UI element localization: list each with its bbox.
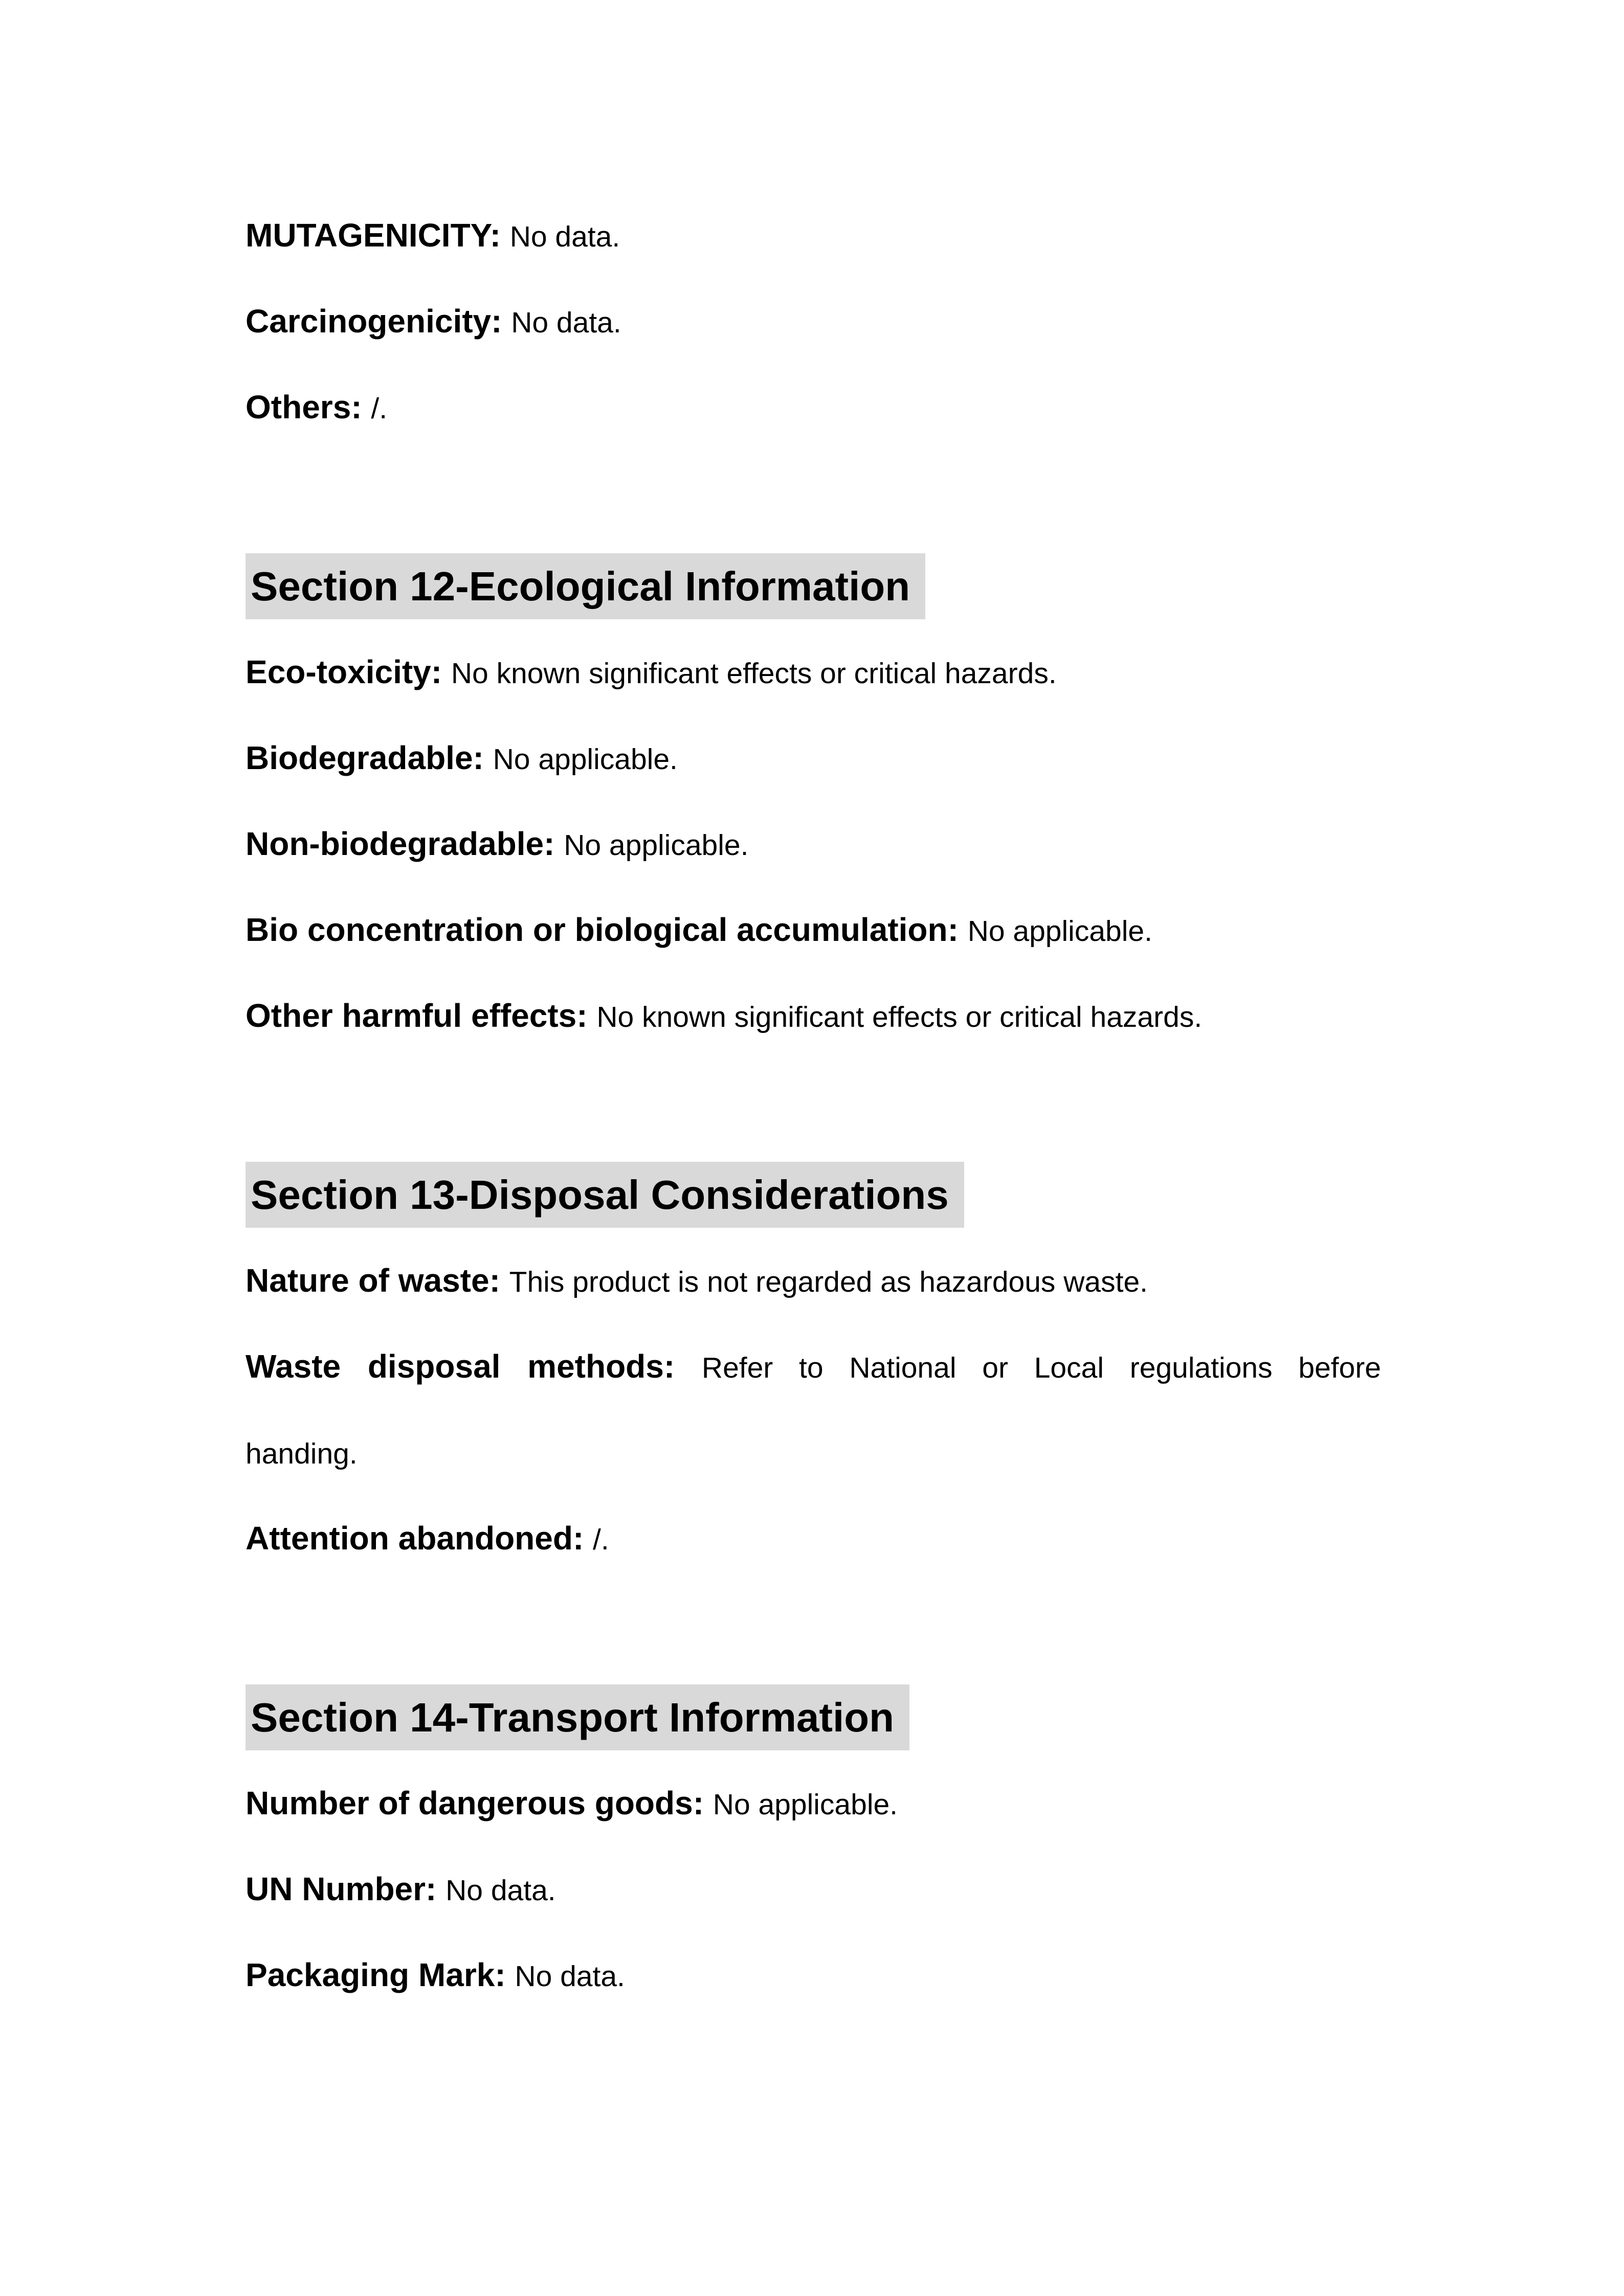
field-packaging-mark	[246, 1933, 1381, 2019]
field-packaging-mark-label: Packaging Mark:	[246, 1956, 506, 1993]
section-13-heading	[246, 1162, 1381, 1228]
field-eco-toxicity-value: No known significant effects or critical hazards.	[451, 657, 1057, 690]
section-12-heading	[246, 553, 1381, 620]
field-number-of-dangerous-goods-value: No applicable.	[713, 1788, 898, 1821]
field-nature-of-waste-label: Nature of waste:	[246, 1262, 500, 1299]
field-biodegradable	[246, 716, 1381, 802]
field-nature-of-waste-value: This product is not regarded as hazardous waste.	[509, 1266, 1148, 1298]
field-un-number-value: No data.	[446, 1874, 556, 1907]
field-other-harmful-effects	[246, 974, 1381, 1060]
section-14-heading	[246, 1684, 1381, 1751]
field-mutagenicity	[246, 193, 1381, 279]
field-mutagenicity-label: MUTAGENICITY:	[246, 217, 501, 254]
field-waste-disposal-methods-value-line2: handing.	[246, 1437, 358, 1470]
field-packaging-mark-value: No data.	[515, 1960, 625, 1993]
field-other-harmful-effects-value: No known significant effects or critical hazards.	[596, 1001, 1203, 1033]
field-bio-concentration-value: No applicable.	[967, 915, 1152, 948]
field-eco-toxicity	[246, 630, 1381, 716]
field-carcinogenicity	[246, 279, 1381, 365]
field-un-number	[246, 1847, 1381, 1933]
field-non-biodegradable-value: No applicable.	[564, 829, 749, 862]
section-13-heading-text: Section 13-Disposal Considerations	[246, 1162, 964, 1228]
field-number-of-dangerous-goods-label: Number of dangerous goods:	[246, 1785, 704, 1821]
field-carcinogenicity-value: No data.	[511, 306, 621, 339]
field-waste-disposal-methods-continuation	[246, 1410, 1381, 1496]
field-biodegradable-label: Biodegradable:	[246, 739, 484, 776]
field-non-biodegradable-label: Non-biodegradable:	[246, 825, 555, 862]
field-carcinogenicity-label: Carcinogenicity:	[246, 303, 502, 340]
field-nature-of-waste	[246, 1239, 1381, 1324]
field-number-of-dangerous-goods	[246, 1761, 1381, 1847]
field-others-value: /.	[371, 392, 388, 425]
field-waste-disposal-methods-value-line1: Refer to National or Local regulations before	[701, 1352, 1381, 1384]
field-attention-abandoned-label: Attention abandoned:	[246, 1520, 584, 1557]
field-un-number-label: UN Number:	[246, 1871, 437, 1907]
section-14-heading-text: Section 14-Transport Information	[246, 1684, 909, 1750]
field-waste-disposal-methods-label: Waste disposal methods:	[246, 1348, 675, 1385]
field-mutagenicity-value: No data.	[509, 220, 620, 253]
field-waste-disposal-methods	[246, 1324, 1381, 1410]
field-others	[246, 365, 1381, 451]
field-attention-abandoned	[246, 1496, 1381, 1582]
field-other-harmful-effects-label: Other harmful effects:	[246, 997, 588, 1034]
field-attention-abandoned-value: /.	[593, 1523, 609, 1556]
field-eco-toxicity-label: Eco-toxicity:	[246, 654, 442, 690]
section-12-heading-text: Section 12-Ecological Information	[246, 553, 925, 619]
field-biodegradable-value: No applicable.	[493, 743, 678, 776]
field-bio-concentration-label: Bio concentration or biological accumulation:	[246, 911, 959, 948]
field-bio-concentration	[246, 888, 1381, 974]
field-others-label: Others:	[246, 389, 362, 425]
field-non-biodegradable	[246, 802, 1381, 888]
